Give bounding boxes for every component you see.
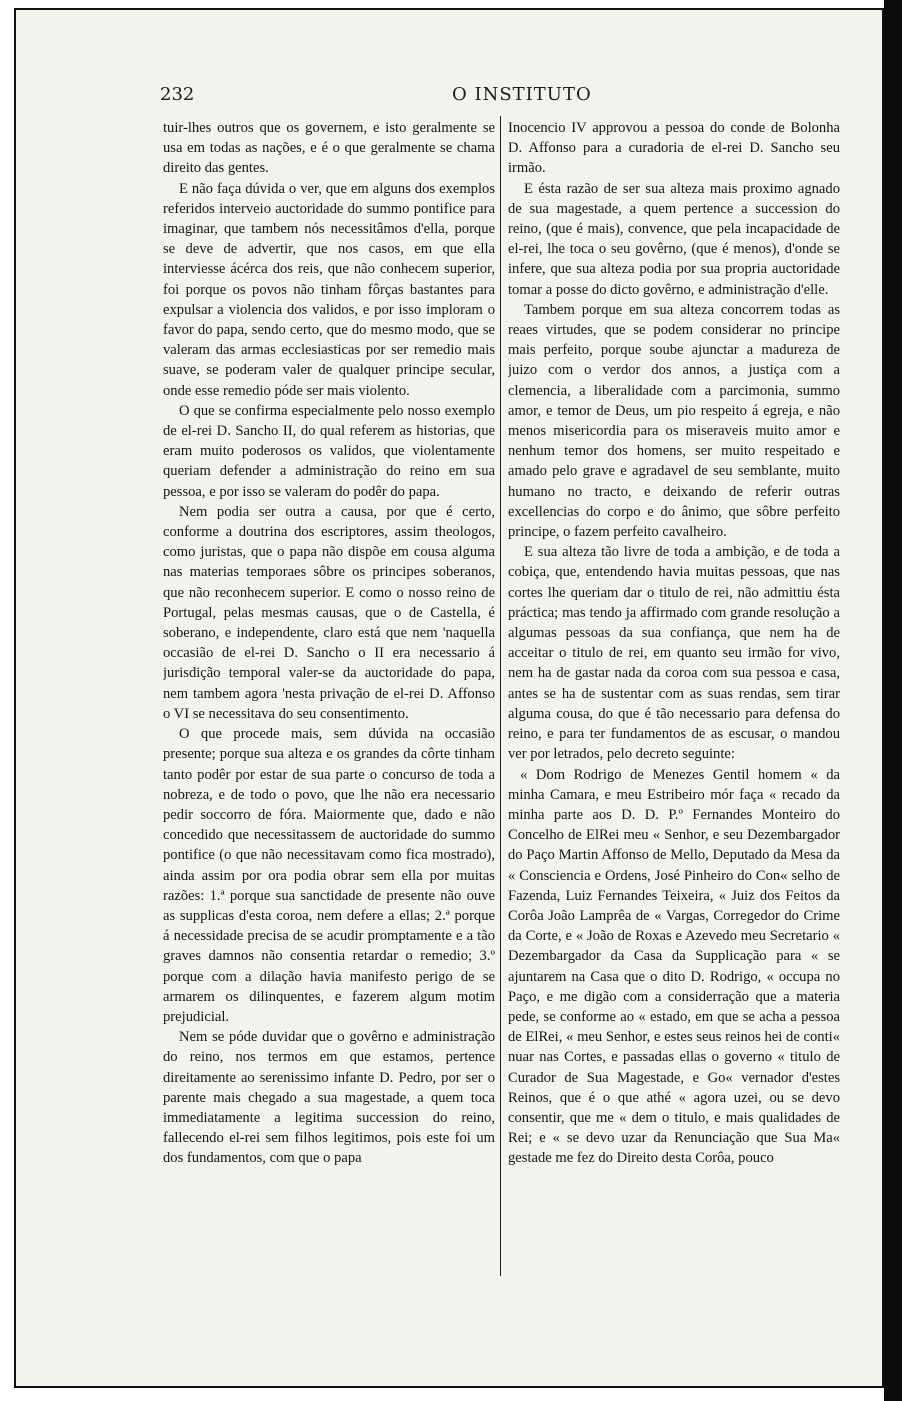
paragraph: E ésta razão de ser sua alteza mais proximo agnado de sua magestade, a quem pertence a succession do reino, (que é mais), convence, que pela incapacidade de el-rei, lhe toca o seu govêrno, (que é menos), d'onde se infere, que sua alteza podia por sua propria auctoridade tomar a posse do dicto govêrno, e administração d'elle.	[508, 180, 840, 298]
paragraph: Nem se póde duvidar que o govêrno e administração do reino, nos termos em que estamos, pertence direitamente ao serenissimo infante D. Pedro, por ser o parente mais chegado a sua magestade, a quem toca immediatamente a legitima succession do reino, fallecendo el-rei sem filhos legitimos, pois este foi um dos fundamentos, com que o papa	[163, 1029, 495, 1167]
paragraph: E não faça dúvida o ver, que em alguns dos exemplos referidos interveio auctoridade do summo pontifice para imaginar, que tambem nós necessitâmos d'ella, porque se deve de advertir, que nos casos, em que ella interviesse ácérca dos reis, que não conhecem superior, foi porque os povos não tinham fôrças bastantes para expulsar a violencia dos validos, e por isso imploram o favor do papa, sendo certo, que do mesmo modo, que se valeram das armas ecclesiasticas por ser remedio mais suave, se poderam valer de qualquer principe secular, onde esse remedio póde ser mais violento.	[163, 180, 495, 399]
right-column	[508, 118, 840, 1268]
page-number: 232	[160, 84, 195, 105]
paragraph: Inocencio IV approvou a pessoa do conde de Bolonha D. Affonso para a curadoria de el-rei D. Sancho seu irmão.	[508, 120, 840, 177]
scan-edge	[884, 0, 902, 1401]
paragraph: O que se confirma especialmente pelo nosso exemplo de el-rei D. Sancho II, do qual referem as historias, que eram muito poderosos os validos, que violentamente queriam defender a administração do reino em sua pessoa, e por isso se valeram do podêr do papa.	[163, 402, 495, 500]
left-column	[163, 118, 495, 1268]
column-divider	[500, 116, 501, 1276]
paragraph: Tambem porque em sua alteza concorrem todas as reaes virtudes, que se podem considerar no principe mais perfeito, porque soube ajunctar a madureza de juizo com o verdor dos annos, a justiça com a clemencia, a liberalidade com a parcimonia, summo amor, e temor de Deus, um pio respeito á egreja, e não menos misericordia para os miseraveis muito amor e nenhum temor dos homens, ser muito respeitado e amado pelo grave e agradavel de seu semblante, muito humano no tracto, e deixando de referir outras excellencias do corpo e do ânimo, que sôbre perfeito principe, o fazem perfeito cavalheiro.	[508, 301, 840, 541]
paragraph: Nem podia ser outra a causa, por que é certo, conforme a doutrina dos escriptores, assim theologos, como juristas, que o papa não dispõe em cousa alguma nas materias temporaes sôbre os principes soberanos, que não reconhecem superior. E como o nosso reino de Portugal, pelas mesmas causas, que o de Castella, é soberano, e independente, claro está que nem 'naquella occasião de el-rei D. Sancho o II era necessario á jurisdição temporal valer-se da auctoridade do papa, nem tambem agora 'nesta privação de el-rei D. Affonso o VI se necessitava do seu consentimento.	[163, 503, 495, 722]
running-title: O INSTITUTO	[452, 84, 592, 105]
paragraph: tuir-lhes outros que os governem, e isto geralmente se usa em todas as nações, e é o que geralmente se chama direito das gentes.	[163, 120, 495, 177]
paragraph: E sua alteza tão livre de toda a ambição, e de toda a cobiça, que, entendendo havia muitas pessoas, que nas cortes lhe queriam dar o titulo de rei, não admittiu ésta práctica; mas tendo ja affirmado com grande resolução a algumas pessoas da sua confiança, que nem ha de acceitar o titulo de rei, em quanto seu irmão for vivo, nem ha de gastar nada da coroa com sua pessoa e casa, antes se ha de sustentar com as suas rendas, sem tirar alguma cousa, do que é tão necessario para defensa do reino, e para ter fundamentos de as escusar, o mandou ver por letrados, pelo decreto seguinte:	[508, 544, 840, 763]
page-header	[160, 84, 850, 108]
paragraph: O que procede mais, sem dúvida na occasião presente; porque sua alteza e os grandes da côrte tinham tanto podêr por estar de sua parte o concurso de toda a nobreza, e de todo o povo, que lhe não era necessario pedir soccorro de fóra. Maiormente que, dado e não concedido que necessitassem de auctoridade do summo pontifice (o que não necessitavam como fica mostrado), ainda assim por ora podia obrar sem ella por muitas razões: 1.ª porque sua sanctidade de presente não ouve as supplicas d'esta coroa, nem defere a ellas; 2.ª porque á necessidade precisa de se acudir promptamente e a tão graves damnos não consentia retardar o remedio; 3.º porque com a dilação havia manifesto perigo de se armarem os dilinquentes, e fazerem algum motim prejudicial.	[163, 726, 495, 1025]
decree-quotation: « Dom Rodrigo de Menezes Gentil homem « da minha Camara, e meu Estribeiro mór faça « recado da minha parte aos D. D. P.º Fernandes Monteiro do Concelho de ElRei meu « Senhor, e seu Dezembargador do Paço Martin Affonso de Mello, Deputado da Mesa da « Consciencia e Ordens, José Pinheiro do Con« selho de Fazenda, Luiz Fernandes Teixeira, « Juiz dos Feitos da Corôa João Lamprêa de « Vargas, Corregedor do Crime da Corte, e « João de Roxas e Azevedo meu Secretario « Dezembargador da Casa da Supplicação para « se ajuntarem na Casa que o dito D. Rodrigo, « occupa no Paço, e me digão com a considerração que a materia pede, se conforme ao « estado, em que se acha a pessoa de ElRei, « meu Senhor, e estes seus reinos hei de conti« nuar nas Cortes, e passadas ellas o governo « titulo de Curador de Sua Magestade, e Go« vernador d'estes Reinos, que é o que athé « agora uzei, ou se devo consentir, que me « dem o titulo, e mais qualidades de Rei; e « se devo uzar da Renunciação que Sua Ma« gestade me fez do Direito desta Corôa, pouco	[508, 766, 840, 1167]
